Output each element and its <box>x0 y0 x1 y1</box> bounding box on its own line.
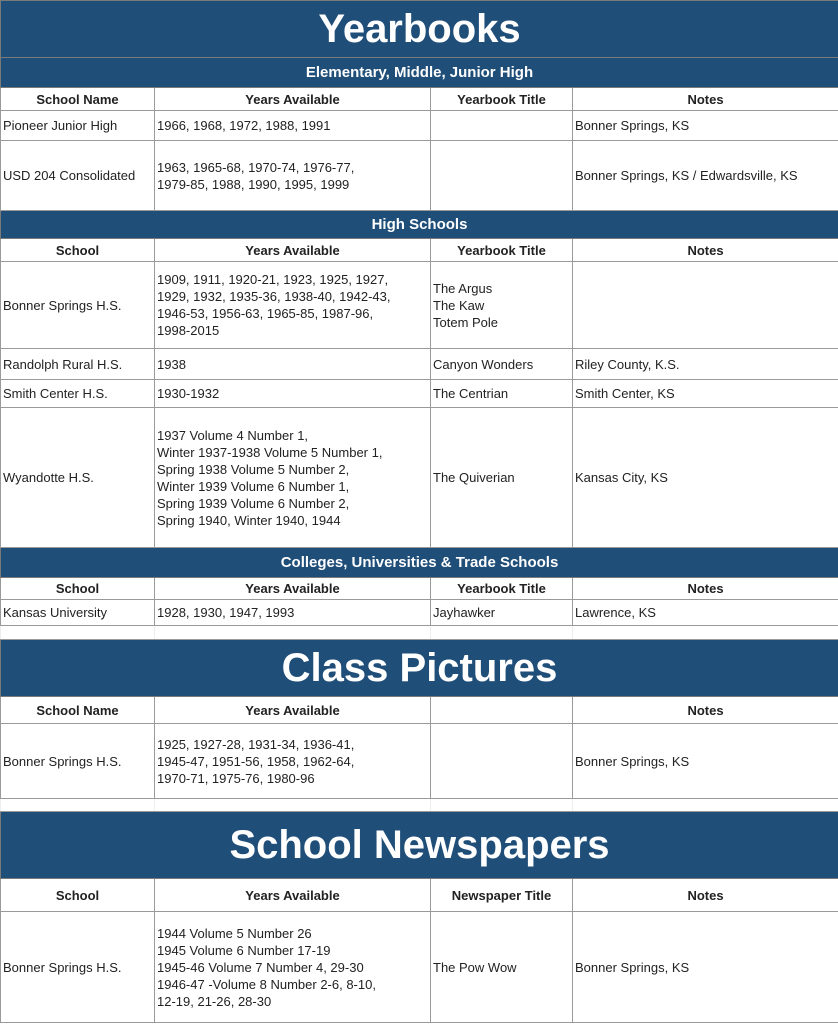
cell-title: The Quiverian <box>431 408 573 548</box>
empty-cell <box>1 799 155 812</box>
column-header-years-available: Years Available <box>155 697 431 724</box>
cell-title: The Argus The Kaw Totem Pole <box>431 262 573 349</box>
column-header-years-available: Years Available <box>155 239 431 262</box>
column-header-years-available: Years Available <box>155 578 431 600</box>
column-header-years-available: Years Available <box>155 88 431 111</box>
section-title: Yearbooks <box>1 1 838 58</box>
cell-school: Bonner Springs H.S. <box>1 912 155 1023</box>
table-row <box>1 724 838 799</box>
section-title-row <box>1 640 838 697</box>
cell-school: Bonner Springs H.S. <box>1 724 155 799</box>
cell-notes: Riley County, K.S. <box>573 349 838 380</box>
cell-years-available: 1928, 1930, 1947, 1993 <box>155 600 431 626</box>
cell-title <box>431 111 573 141</box>
cell-school: Bonner Springs H.S. <box>1 262 155 349</box>
empty-cell <box>573 799 838 812</box>
column-header-title: Yearbook Title <box>431 88 573 111</box>
subsection-row <box>1 58 838 88</box>
column-header-school: School Name <box>1 697 155 724</box>
table-row <box>1 600 838 626</box>
column-header-school: School <box>1 578 155 600</box>
empty-cell <box>573 626 838 640</box>
column-header-notes: Notes <box>573 578 838 600</box>
cell-title: Jayhawker <box>431 600 573 626</box>
section-title-row <box>1 1 838 58</box>
cell-years-available: 1909, 1911, 1920-21, 1923, 1925, 1927, 1929, 1932, 1935-36, 1938-40, 1942-43, 1946-53, 1956-63, 1965-85, 1987-96, 1998-2015 <box>155 262 431 349</box>
column-header-school: School Name <box>1 88 155 111</box>
header-row <box>1 578 838 600</box>
cell-notes: Smith Center, KS <box>573 380 838 408</box>
table-row <box>1 380 838 408</box>
subsection-row <box>1 211 838 239</box>
empty-cell <box>155 799 431 812</box>
header-row <box>1 697 838 724</box>
column-header-notes: Notes <box>573 879 838 912</box>
cell-notes: Bonner Springs, KS / Edwardsville, KS <box>573 141 838 211</box>
cell-school: Randolph Rural H.S. <box>1 349 155 380</box>
header-row <box>1 879 838 912</box>
cell-school: Smith Center H.S. <box>1 380 155 408</box>
header-row <box>1 88 838 111</box>
section-title: Class Pictures <box>1 640 838 697</box>
column-header-title: Yearbook Title <box>431 578 573 600</box>
table-row <box>1 141 838 211</box>
spacer-row <box>1 799 838 812</box>
column-header-school: School <box>1 879 155 912</box>
column-header-notes: Notes <box>573 697 838 724</box>
section-title: School Newspapers <box>1 812 838 879</box>
column-header-notes: Notes <box>573 88 838 111</box>
cell-notes: Bonner Springs, KS <box>573 912 838 1023</box>
cell-years-available: 1930-1932 <box>155 380 431 408</box>
column-header-title: Newspaper Title <box>431 879 573 912</box>
cell-notes <box>573 262 838 349</box>
cell-title: Canyon Wonders <box>431 349 573 380</box>
table-row <box>1 912 838 1023</box>
cell-title <box>431 724 573 799</box>
subsection-title: Colleges, Universities & Trade Schools <box>1 548 838 578</box>
section-title-row <box>1 812 838 879</box>
column-header-years-available: Years Available <box>155 879 431 912</box>
empty-cell <box>1 626 155 640</box>
column-header-title: Yearbook Title <box>431 239 573 262</box>
cell-school: Pioneer Junior High <box>1 111 155 141</box>
table-row <box>1 349 838 380</box>
column-header-title <box>431 697 573 724</box>
cell-notes: Lawrence, KS <box>573 600 838 626</box>
cell-years-available: 1963, 1965-68, 1970-74, 1976-77, 1979-85, 1988, 1990, 1995, 1999 <box>155 141 431 211</box>
cell-years-available: 1944 Volume 5 Number 26 1945 Volume 6 Number 17-19 1945-46 Volume 7 Number 4, 29-30 1946-47 -Volume 8 Number 2-6, 8-10, 12-19, 21-26, 28-30 <box>155 912 431 1023</box>
cell-title: The Centrian <box>431 380 573 408</box>
empty-cell <box>431 626 573 640</box>
header-row <box>1 239 838 262</box>
cell-notes: Bonner Springs, KS <box>573 111 838 141</box>
cell-notes: Bonner Springs, KS <box>573 724 838 799</box>
column-header-notes: Notes <box>573 239 838 262</box>
cell-years-available: 1925, 1927-28, 1931-34, 1936-41, 1945-47, 1951-56, 1958, 1962-64, 1970-71, 1975-76, 1980-96 <box>155 724 431 799</box>
empty-cell <box>431 799 573 812</box>
table-row <box>1 262 838 349</box>
spacer-row <box>1 626 838 640</box>
cell-title <box>431 141 573 211</box>
subsection-title: Elementary, Middle, Junior High <box>1 58 838 88</box>
table-row <box>1 408 838 548</box>
column-header-school: School <box>1 239 155 262</box>
subsection-row <box>1 548 838 578</box>
subsection-title: High Schools <box>1 211 838 239</box>
cell-school: Wyandotte H.S. <box>1 408 155 548</box>
table-row <box>1 111 838 141</box>
empty-cell <box>155 626 431 640</box>
cell-years-available: 1938 <box>155 349 431 380</box>
cell-years-available: 1966, 1968, 1972, 1988, 1991 <box>155 111 431 141</box>
cell-school: USD 204 Consolidated <box>1 141 155 211</box>
cell-school: Kansas University <box>1 600 155 626</box>
cell-title: The Pow Wow <box>431 912 573 1023</box>
cell-notes: Kansas City, KS <box>573 408 838 548</box>
cell-years-available: 1937 Volume 4 Number 1, Winter 1937-1938 Volume 5 Number 1, Spring 1938 Volume 5 Number 2, Winter 1939 Volume 6 Number 1, Spring 1939 Volume 6 Number 2, Spring 1940, Winter 1940, 1944 <box>155 408 431 548</box>
